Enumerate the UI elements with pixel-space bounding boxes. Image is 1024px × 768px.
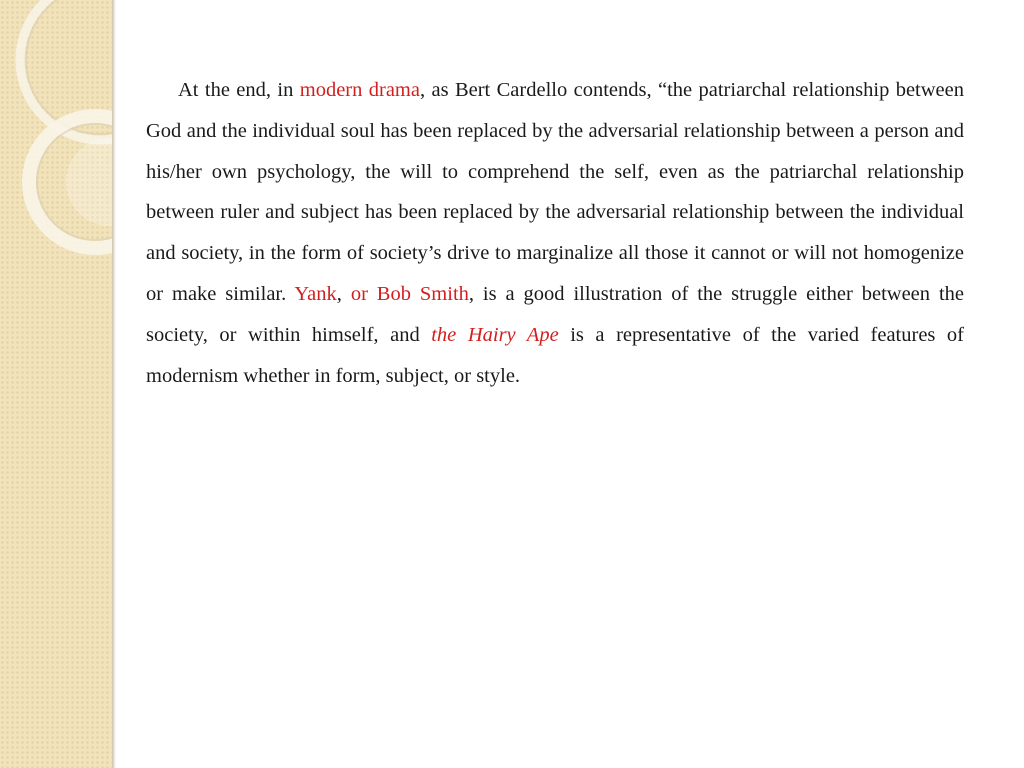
side-panel-edge	[112, 0, 116, 768]
highlight-yank: Yank	[294, 282, 337, 305]
text-run: is a representative of the varied features of modernism whether in form, subject, or style.	[146, 323, 965, 387]
decorative-side-panel	[0, 0, 112, 768]
text-run: ,	[336, 282, 351, 305]
decorative-rings-icon	[0, 0, 112, 768]
highlight-modern-drama: modern drama	[299, 79, 420, 101]
text-run: , is a good illustration of the struggle either between the society, or within himself, and	[146, 282, 964, 346]
highlight-hairy-ape: the Hairy Ape	[431, 323, 559, 346]
text-run: , as Bert Cardello contends, “the patriarchal relationship between God and the individual soul has been replaced by the adversarial relationship between a person and his/her own psychology, the will to comprehend the self, even as the patriarchal relationship between ruler and subject has been replaced by the adversarial relationship between the individual and society, in the form of society’s drive to marginalize all those it cannot or will not homogenize or make similar.	[146, 79, 964, 305]
body-paragraph	[146, 70, 964, 396]
highlight-bob-smith: or Bob Smith	[350, 282, 469, 305]
text-run: At the end, in	[178, 79, 300, 101]
